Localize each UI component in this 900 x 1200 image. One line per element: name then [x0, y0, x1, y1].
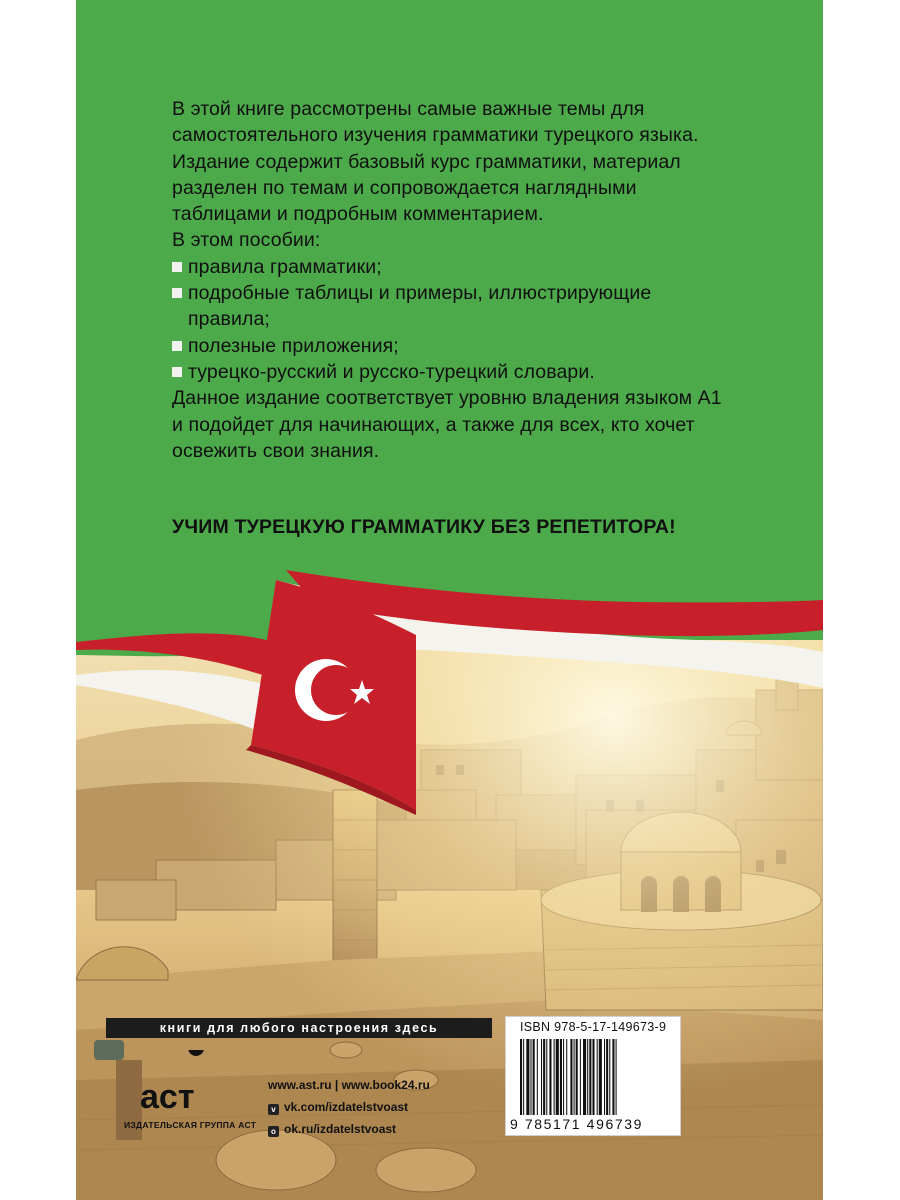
barcode-bar: [580, 1039, 581, 1115]
publisher-links: [268, 1074, 430, 1140]
list-heading: В этом пособии:: [172, 229, 321, 252]
web-links[interactable]: www.ast.ru | www.book24.ru: [268, 1078, 430, 1092]
barcode-bar: [523, 1039, 524, 1115]
list-item: подробные таблицы и примеры, иллюстрирующие правила;: [172, 280, 732, 333]
barcode-bar: [531, 1039, 532, 1115]
barcode-bar: [589, 1039, 591, 1115]
barcode-bar: [554, 1039, 555, 1115]
barcode-bar: [543, 1039, 545, 1115]
description-outro: Данное издание соответствует уровню владения языком A1 и подойдет для начинающих, а также для всех, кто хочет освежить свои знания.: [172, 387, 722, 462]
barcode-bar: [604, 1039, 605, 1115]
barcode-bar: [560, 1039, 562, 1115]
barcode-bar: [526, 1039, 529, 1115]
barcode-bar: [606, 1039, 608, 1115]
isbn-barcode-box: [505, 1016, 681, 1136]
vk-icon: v: [268, 1104, 279, 1115]
tagline-banner: книги для любого настроения здесь: [106, 1018, 492, 1038]
logo-text: аст: [140, 1078, 195, 1116]
publisher-caption: ИЗДАТЕЛЬСКАЯ ГРУППА АСТ: [124, 1120, 257, 1130]
description: [172, 96, 732, 464]
barcode-bar: [566, 1039, 567, 1115]
barcode-bar: [574, 1039, 575, 1115]
barcode-bar: [546, 1039, 547, 1115]
barcode-bar: [599, 1039, 602, 1115]
slogan: УЧИМ ТУРЕЦКУЮ ГРАММАТИКУ БЕЗ РЕПЕТИТОРА!: [172, 516, 676, 538]
barcode-bar: [592, 1039, 594, 1115]
barcode-digits: 9 785171 496739: [510, 1116, 643, 1132]
ok-icon: o: [268, 1126, 279, 1137]
barcode-bar: [587, 1039, 588, 1115]
vk-link[interactable]: [268, 1096, 430, 1118]
barcode-bar: [520, 1039, 522, 1115]
barcode-bar: [556, 1039, 559, 1115]
barcode-bar: [549, 1039, 551, 1115]
ok-link[interactable]: [268, 1118, 430, 1140]
barcode-bar: [609, 1039, 610, 1115]
vk-link-text: vk.com/izdatelstvoast: [284, 1100, 409, 1114]
barcode-bar: [537, 1039, 538, 1115]
barcode-bar: [576, 1039, 578, 1115]
barcode-bar: [612, 1039, 614, 1115]
list-item: полезные приложения;: [172, 333, 732, 359]
feature-list: [172, 254, 732, 385]
turkish-flag-ribbon: [76, 560, 823, 820]
isbn-label: ISBN 978-5-17-149673-9: [520, 1020, 667, 1034]
crescent-star-icon: [286, 650, 396, 740]
barcode-bar: [563, 1039, 564, 1115]
ok-link-text: ok.ru/izdatelstvoast: [284, 1122, 397, 1136]
description-intro: В этой книге рассмотрены самые важные темы для самостоятельного изучения грамматики турецкого языка. Издание содержит базовый курс грамматики, материал разделен по темам и сопровождается наглядными таблицами и подробным комментарием.: [172, 98, 699, 226]
barcode-bar: [533, 1039, 535, 1115]
barcode-bar: [570, 1039, 572, 1115]
list-item: турецко-русский и русско-турецкий словари.: [172, 359, 732, 385]
ast-logo: [138, 1050, 228, 1120]
barcode-bar: [583, 1039, 586, 1115]
barcode: [520, 1039, 670, 1115]
list-item: правила грамматики;: [172, 254, 732, 280]
barcode-bar: [597, 1039, 598, 1115]
barcode-bar: [616, 1039, 617, 1115]
barcode-bar: [541, 1039, 542, 1115]
